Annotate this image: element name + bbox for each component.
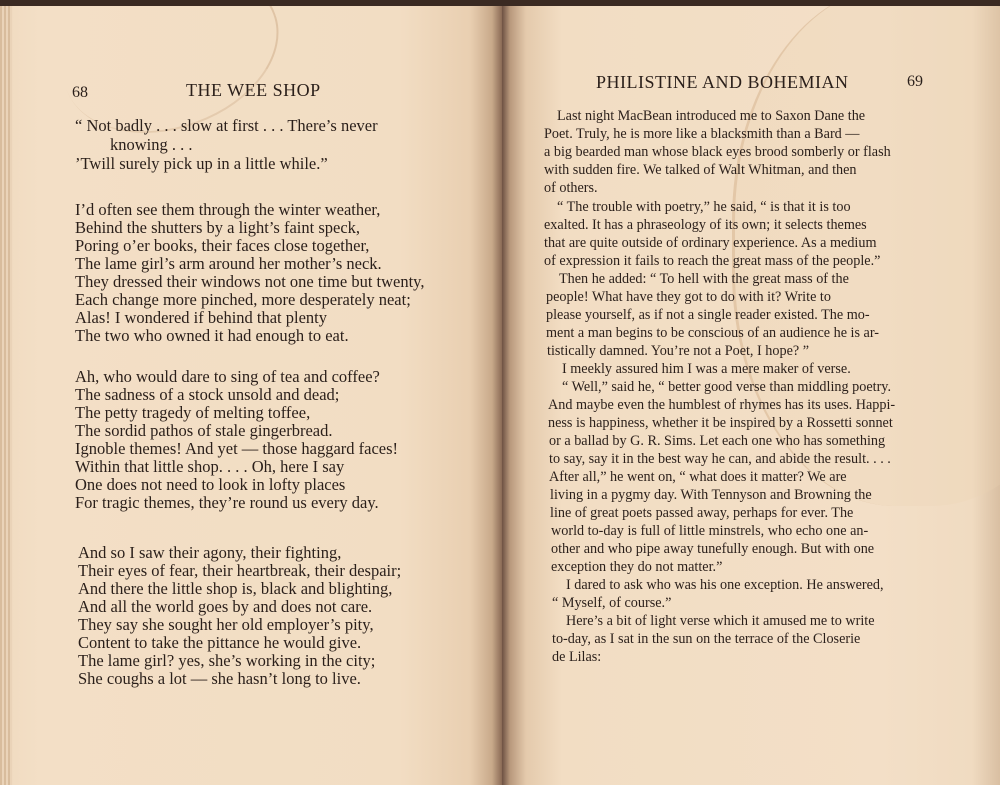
verse-line: The lame girl? yes, she’s working in the city;	[78, 651, 376, 670]
prose-line: or a ballad by G. R. Sims. Let each one who has something	[549, 433, 886, 449]
prose-line: world to-day is full of little minstrels, who echo one an-	[551, 523, 869, 539]
prose-line: And maybe even the humblest of rhymes has its uses. Happi-	[548, 397, 896, 413]
prose-line: Then he added: “ To hell with the great mass of the	[559, 271, 849, 287]
prose-line: please yourself, as if not a single reader existed. The mo-	[546, 307, 870, 323]
verse-line: They dressed their windows not one time but twenty,	[75, 272, 425, 291]
prose-line: I dared to ask who was his one exception. He answered,	[566, 577, 884, 593]
verse-line: Alas! I wondered if behind that plenty	[75, 308, 328, 327]
prose-line: with sudden fire. We talked of Walt Whitman, and then	[544, 162, 857, 178]
prose-line: line of great poets passed away, perhaps for ever. The	[550, 505, 854, 521]
prose-line: other and who pipe away tunefully enough. But with one	[551, 541, 875, 557]
verse-line: One does not need to look in lofty places	[75, 475, 346, 494]
prose-line: living in a pygmy day. With Tennyson and Browning the	[550, 487, 872, 503]
verse-line: Content to take the pittance he would give.	[78, 633, 362, 652]
verse-line: For tragic themes, they’re round us every day.	[75, 493, 379, 512]
verse-line: Ignoble themes! And yet — those haggard faces!	[75, 439, 399, 458]
prose-line: that are quite outside of ordinary experience. As a medium	[544, 235, 877, 251]
running-head-left: THE WEE SHOP	[186, 80, 321, 100]
page-edges	[0, 6, 12, 785]
verse-line: And all the world goes by and does not care.	[78, 597, 373, 616]
verse-line: They say she sought her old employer’s pity,	[78, 615, 374, 634]
prose-line: ment a man begins to be conscious of an audience he is ar-	[546, 325, 880, 341]
prose-line: de Lilas:	[552, 649, 602, 665]
prose-line: Here’s a bit of light verse which it amused me to write	[566, 613, 875, 629]
right-page	[502, 6, 1000, 785]
verse-line: Poring o’er books, their faces close together,	[75, 236, 370, 255]
verse-line: ’Twill surely pick up in a little while.”	[75, 154, 328, 173]
prose-line: tistically damned. You’re not a Poet, I hope? ”	[547, 343, 810, 359]
prose-line: ness is happiness, whether it be inspired by a Rossetti sonnet	[548, 415, 893, 431]
verse-line: She coughs a lot — she hasn’t long to live.	[78, 669, 361, 688]
prose-line: I meekly assured him I was a mere maker of verse.	[562, 361, 851, 377]
verse-line: The sadness of a stock unsold and dead;	[75, 385, 340, 404]
verse-line: The petty tragedy of melting toffee,	[75, 403, 311, 422]
page-number-right: 69	[907, 73, 923, 90]
prose-line: a big bearded man whose black eyes brood somberly or flash	[544, 144, 891, 160]
prose-line: of others.	[544, 180, 598, 196]
verse-line: The lame girl’s arm around her mother’s neck.	[75, 254, 382, 273]
verse-line: Ah, who would dare to sing of tea and coffee?	[75, 367, 380, 386]
verse-line: knowing . . .	[110, 135, 193, 154]
prose-line: exception they do not matter.”	[551, 559, 723, 575]
page-number-left: 68	[72, 84, 88, 101]
verse-line: Within that little shop. . . . Oh, here I say	[75, 457, 345, 476]
prose-line: After all,” he went on, “ what does it matter? We are	[549, 469, 847, 485]
prose-line: to say, say it in the best way he can, and abide the result. . . .	[549, 451, 891, 467]
verse-line: And so I saw their agony, their fighting,	[78, 543, 342, 562]
running-head-right: PHILISTINE AND BOHEMIAN	[596, 72, 849, 92]
prose-line: “ Well,” said he, “ better good verse than middling poetry.	[562, 379, 892, 395]
verse-line: And there the little shop is, black and blighting,	[78, 579, 393, 598]
left-page	[0, 6, 502, 785]
prose-line: “ Myself, of course.”	[552, 595, 672, 611]
verse-line: Their eyes of fear, their heartbreak, their despair;	[78, 561, 402, 580]
prose-line: exalted. It has a phraseology of its own; it selects themes	[544, 217, 867, 233]
verse-line: The two who owned it had enough to eat.	[75, 326, 349, 345]
prose-line: Last night MacBean introduced me to Saxon Dane the	[557, 108, 866, 124]
prose-line: to-day, as I sat in the sun on the terrace of the Closerie	[552, 631, 861, 647]
verse-line: The sordid pathos of stale gingerbread.	[75, 421, 333, 440]
verse-line: Each change more pinched, more desperately neat;	[75, 290, 411, 309]
verse-line: I’d often see them through the winter weather,	[75, 200, 381, 219]
verse-line: “ Not badly . . . slow at first . . . There’s never	[75, 116, 378, 135]
prose-line: “ The trouble with poetry,” he said, “ is that it is too	[557, 199, 851, 215]
prose-line: Poet. Truly, he is more like a blacksmith than a Bard —	[544, 126, 860, 142]
verse-line: Behind the shutters by a light’s faint speck,	[75, 218, 361, 237]
prose-line: of expression it fails to reach the great mass of the people.”	[544, 253, 881, 269]
prose-line: people! What have they got to do with it? Write to	[546, 289, 831, 305]
